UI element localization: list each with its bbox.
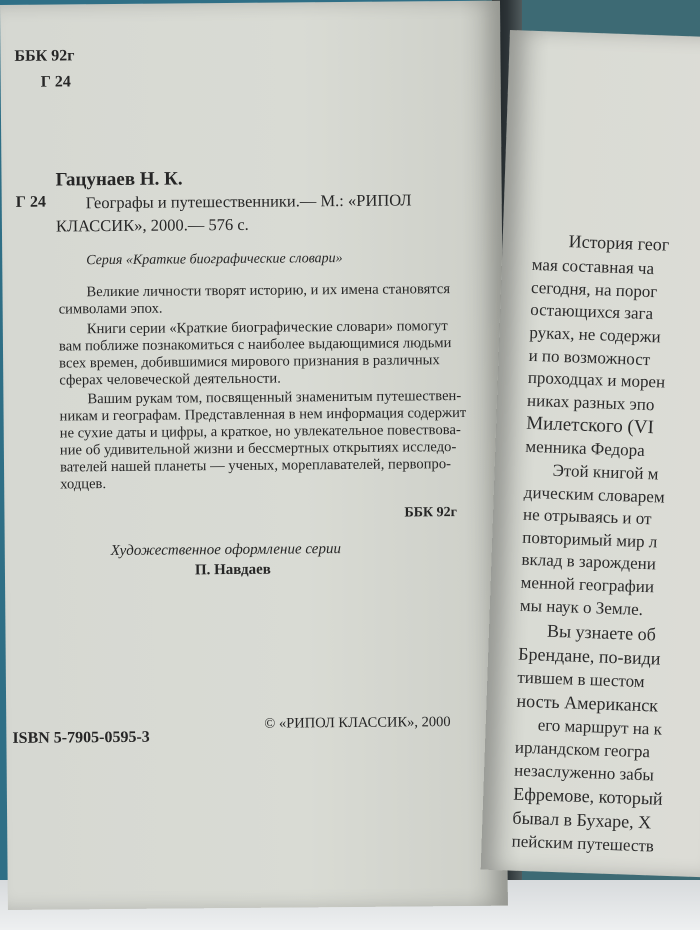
- text-line: повторимый мир л: [521, 527, 658, 552]
- text-line: менника Федора: [525, 436, 646, 460]
- text-line: бывал в Бухаре, Х: [512, 807, 652, 833]
- text-line: проходцах и морен: [527, 367, 666, 392]
- text-line: Вы узнаете об: [546, 620, 657, 645]
- abstract-line: вам поближе познакомиться с наиболее выдающимися людьми: [58, 335, 452, 355]
- text-line: незаслуженно забы: [513, 760, 655, 785]
- text-line: руках, не содержи: [529, 322, 662, 347]
- text-line: Этой книгой м: [552, 460, 659, 484]
- text-line: Ефремове, который: [513, 783, 663, 809]
- text-line: тившем в шестом: [517, 667, 645, 692]
- bbk-top: ББК 92г: [14, 47, 75, 65]
- abstract-line: символами эпох.: [58, 300, 163, 318]
- author-name: Гацунаев Н. К.: [55, 168, 183, 191]
- text-line: и по возможност: [528, 345, 651, 370]
- abstract-line: никам и географам. Представленная в нем информация содержит: [59, 404, 467, 425]
- text-line: вклад в зарождени: [521, 549, 657, 574]
- series-name: Серия «Краткие биографические словари»: [86, 251, 343, 269]
- abstract-line: ние об удивительной жизни и бессмертных открытиях исследо-: [59, 439, 457, 459]
- text-line: менной географии: [520, 572, 655, 597]
- design-label: Художественное оформление серии: [110, 541, 342, 560]
- abstract-line: ходцев.: [60, 476, 107, 493]
- book-title-line2: КЛАССИК», 2000.— 576 с.: [55, 214, 249, 236]
- text-line: сегодня, на порог: [530, 277, 658, 302]
- right-page: [481, 30, 700, 877]
- text-line: мая составная ча: [531, 254, 655, 279]
- text-line: никах разных эпо: [526, 390, 655, 415]
- abstract-line: Книги серии «Краткие биографические словари» помогут: [86, 318, 448, 338]
- text-line: История геог: [568, 231, 670, 255]
- text-line: его маршрут на к: [537, 715, 663, 739]
- text-line: дическим словарем: [523, 482, 665, 507]
- abstract-line: не сухие даты и цифры, а краткое, но увлекательное повествова-: [59, 421, 461, 442]
- text-line: не отрываясь и от: [522, 504, 652, 529]
- abstract-line: вателей нашей планеты — ученых, мореплавателей, первопро-: [59, 456, 452, 476]
- text-line: мы наук о Земле.: [519, 595, 644, 619]
- abstract-line: Великие личности творят историю, и их имена становятся: [86, 281, 451, 301]
- left-page: [0, 1, 508, 910]
- text-line: ирландском геогра: [514, 737, 651, 762]
- designer-name: П. Навдаев: [194, 561, 271, 579]
- bbk-bottom: ББК 92г: [404, 505, 458, 521]
- abstract-line: Вашим рукам том, посвященный знаменитым путешествен-: [87, 387, 462, 408]
- g24-top: Г 24: [40, 73, 71, 91]
- text-line: ность Американск: [516, 690, 659, 716]
- text-line: остающихся зага: [529, 299, 654, 324]
- text-line: пейским путешеств: [511, 831, 655, 856]
- abstract-line: сферах человеческой деятельности.: [59, 370, 281, 389]
- isbn: ISBN 5-7905-0595-3: [12, 728, 150, 747]
- abstract-line: всех времен, добившимися мирового признания в различных: [59, 352, 440, 372]
- book-title-line1: Географы и путешественники.— М.: «РИПОЛ: [85, 190, 412, 213]
- text-line: Милетского (VI: [525, 412, 655, 439]
- copyright: © «РИПОЛ КЛАССИК», 2000: [264, 714, 451, 732]
- text-line: Брендане, по-види: [517, 643, 661, 669]
- g24-entry: Г 24: [15, 193, 46, 211]
